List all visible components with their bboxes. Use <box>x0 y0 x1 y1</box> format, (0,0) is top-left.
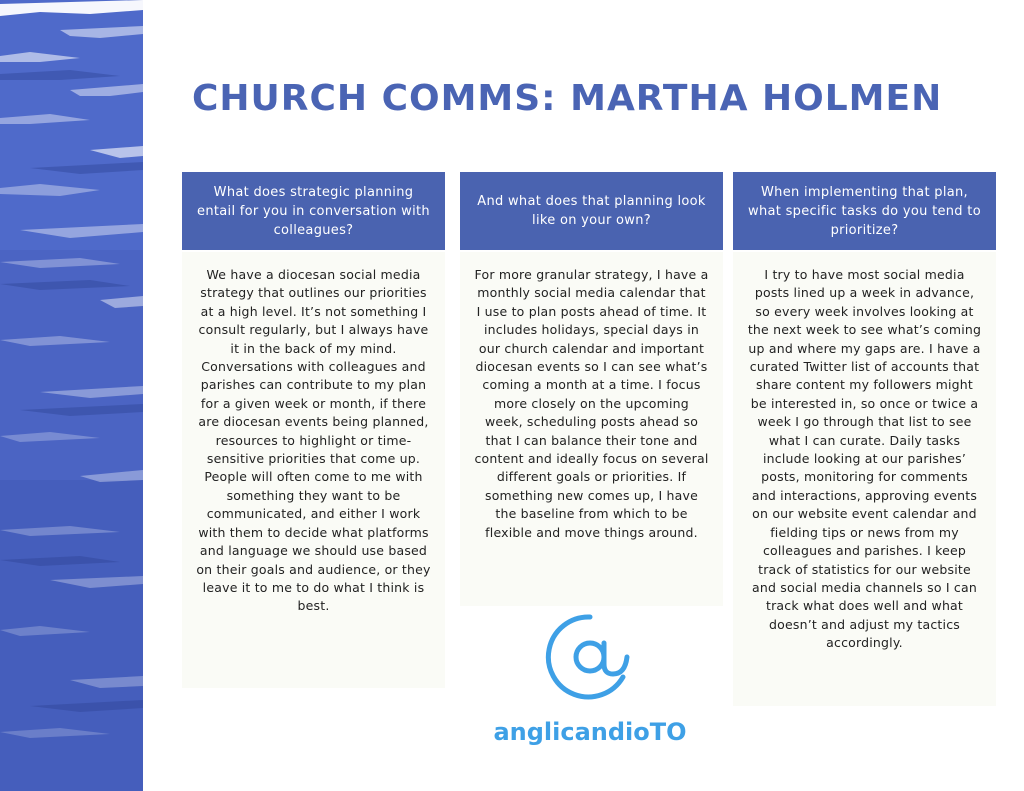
brush-texture-graphic <box>0 0 143 791</box>
answer-box: We have a diocesan social media strategy that outlines our priorities at a high level. It’s not something I consult regularly, but I always have it in the back of my mind. Conversations with colleagues and parishes can contribute to my plan for a given week or month, if there are diocesan events being planned, resources to highlight or time-sensitive priorities that come up. People will often come to me with something they want to be communicated, and either I work with them to decide what platforms and language we should use based on their goals and audience, or they leave it to me to do what I think is best. <box>182 252 445 688</box>
logo-text: anglicandioTO <box>493 718 687 746</box>
question-box <box>460 172 723 250</box>
qa-column-2 <box>460 172 723 606</box>
question-box <box>182 172 445 250</box>
answer-box: I try to have most social media posts lined up a week in advance, so every week involves looking at the next week to see what’s coming up and where my gaps are. I have a curated Twitter list of accounts that share content my followers might be interested in, so once or twice a week I go through that list to see what I can curate. Daily tasks include looking at our parishes’ posts, monitoring for comments and interactions, approving events on our website event calendar and fielding tips or news from my colleagues and parishes. I keep track of statistics for our website and social media channels so I can track what does well and what doesn’t and adjust my tactics accordingly. <box>733 252 996 706</box>
question-text: What does strategic planning entail for you in conversation with colleagues? <box>197 184 430 238</box>
answer-box: For more granular strategy, I have a monthly social media calendar that I use to plan posts ahead of time. It includes holidays, special days in our church calendar and important diocesan events so I can see what’s coming a month at a time. I focus more closely on the upcoming week, scheduling posts ahead so that I can balance their tone and content and ideally focus on several different goals or priorities. If something new comes up, I have the baseline from which to be flexible and move things around. <box>460 252 723 606</box>
qa-column-1 <box>182 172 445 688</box>
question-text: And what does that planning look like on your own? <box>477 194 706 228</box>
decorative-sidebar <box>0 0 143 791</box>
page-title: CHURCH COMMS: MARTHA HOLMEN <box>192 78 943 119</box>
at-sign-icon <box>545 612 635 702</box>
question-box <box>733 172 996 250</box>
qa-column-3 <box>733 172 996 706</box>
question-text: When implementing that plan, what specific tasks do you tend to prioritize? <box>748 184 981 238</box>
